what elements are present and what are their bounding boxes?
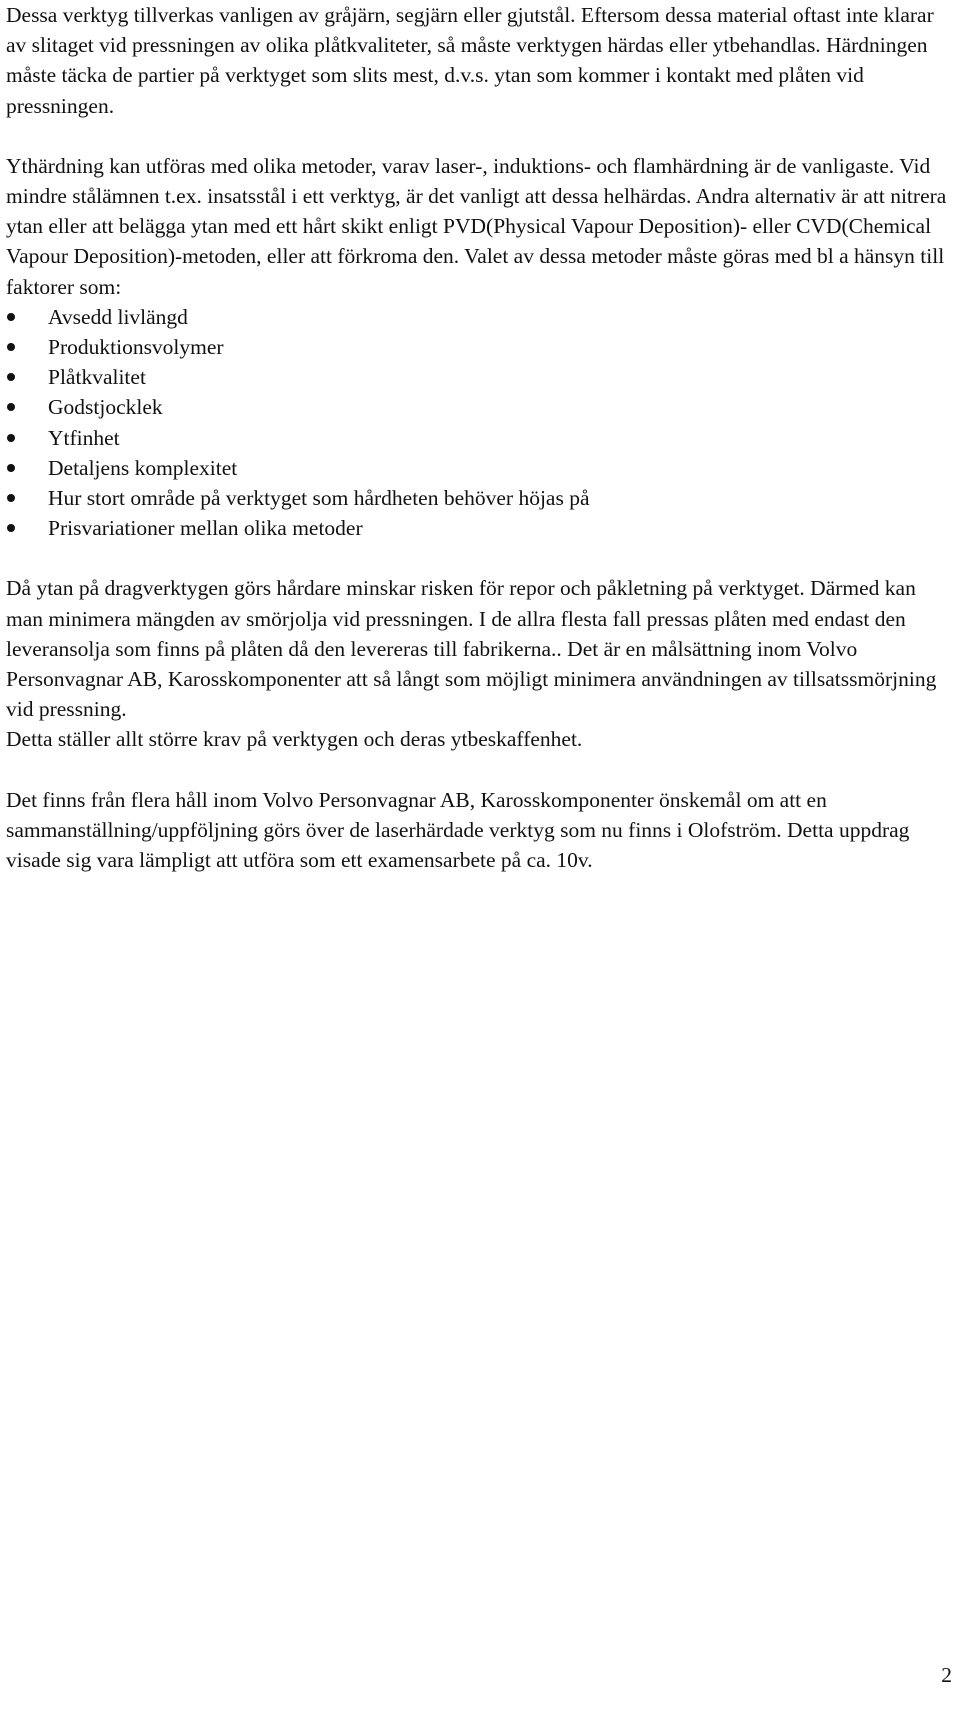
list-item-text: Plåtkvalitet xyxy=(48,365,146,390)
list-item xyxy=(6,453,952,483)
list-item-text: Prisvariationer mellan olika metoder xyxy=(48,516,363,541)
list-item xyxy=(6,513,952,543)
list-item xyxy=(6,302,952,332)
list-item-text: Godstjocklek xyxy=(48,395,163,420)
paragraph-lubrication: Då ytan på dragverktygen görs hårdare minskar risken för repor och påkletning på verktyget. Därmed kan man minimera mängden av smörjolja vid pressningen. I de allra flesta fall pressas plåten med endast den leveransolja som finns på plåten då den levereras till fabrikerna.. Det är en målsättning inom Volvo Personvagnar AB, Karosskomponenter att så långt som möjligt minimera användningen av tillsatssmörjning vid pressning. xyxy=(6,576,937,722)
paragraph-requirements: Detta ställer allt större krav på verktygen och deras ytbeskaffenhet. xyxy=(6,727,583,752)
paragraph-tool-materials: Dessa verktyg tillverkas vanligen av gråjärn, segjärn eller gjutstål. Eftersom dessa material oftast inte klarar av slitaget vid pressningen av olika plåtkvaliteter, så måste verktygen härdas eller ytbehandlas. Härdningen måste täcka de partier på verktyget som slits mest, d.v.s. ytan som kommer i kontakt med plåten vid pressningen. xyxy=(6,3,934,118)
bullet-icon xyxy=(7,343,15,351)
page-number: 2 xyxy=(941,1663,952,1687)
bullet-icon xyxy=(7,403,15,411)
list-item xyxy=(6,423,952,453)
bullet-icon xyxy=(7,434,15,442)
paragraph-spacer xyxy=(6,543,952,573)
list-item-text: Ytfinhet xyxy=(48,425,120,450)
paragraph-surface-hardening: Ythärdning kan utföras med olika metoder, varav laser-, induktions- och flamhärdning är de vanligaste. Vid mindre stålämnen t.ex. insatsstål i ett verktyg, är det vanligt att dessa helhärdas. Andra alternativ är att nitrera ytan eller att belägga ytan med ett hårt skikt enligt PVD(Physical Vapour Deposition)- eller CVD(Chemical Vapour Deposition)-metoden, eller att förkroma den. Valet av dessa metoder måste göras med bl a hänsyn till faktorer som: xyxy=(6,153,947,299)
list-item xyxy=(6,362,952,392)
factor-list xyxy=(6,302,952,544)
list-item xyxy=(6,332,952,362)
list-item xyxy=(6,483,952,513)
bullet-icon xyxy=(7,524,15,532)
paragraph-spacer xyxy=(6,121,952,151)
bullet-icon xyxy=(7,373,15,381)
list-item-text: Detaljens komplexitet xyxy=(48,455,238,480)
list-item-text: Produktionsvolymer xyxy=(48,335,224,360)
list-item-text: Avsedd livlängd xyxy=(48,304,188,329)
list-item-text: Hur stort område på verktyget som hårdheten behöver höjas på xyxy=(48,486,590,511)
paragraph-thesis-background: Det finns från flera håll inom Volvo Personvagnar AB, Karosskomponenter önskemål om att en sammanställning/uppföljning görs över de laserhärdade verktyg som nu finns i Olofström. Detta uppdrag visade sig vara lämpligt att utföra som ett examensarbete på ca. 10v. xyxy=(6,787,910,873)
list-item xyxy=(6,392,952,422)
document-page xyxy=(6,0,952,875)
paragraph-spacer xyxy=(6,755,952,785)
bullet-icon xyxy=(7,494,15,502)
bullet-icon xyxy=(7,464,15,472)
bullet-icon xyxy=(7,313,15,321)
